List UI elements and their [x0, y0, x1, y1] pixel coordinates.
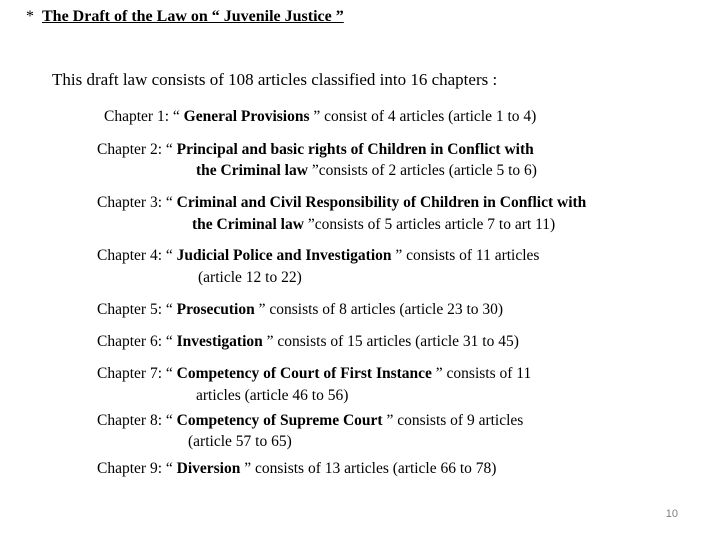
chapter-3: Chapter 3: “ Criminal and Civil Responsibility of Children in Conflict with	[97, 194, 587, 211]
chapter-9: Chapter 9: “ Diversion ” consists of 13 articles (article 66 to 78)	[97, 460, 497, 477]
chapter-8-continuation: (article 57 to 65)	[188, 433, 292, 450]
chapter-3-name: Criminal and Civil Responsibility of Children in Conflict with	[176, 194, 587, 211]
intro-text: This draft law consists of 108 articles classified into 16 chapters :	[52, 70, 498, 89]
slide-title	[26, 8, 344, 26]
chapter-6: Chapter 6: “ Investigation ” consists of 15 articles (article 31 to 45)	[97, 333, 519, 350]
chapter-8: Chapter 8: “ Competency of Supreme Court ” consists of 9 articles	[97, 412, 524, 429]
chapter-1: Chapter 1: “ General Provisions ” consist of 4 articles (article 1 to 4)	[104, 108, 537, 125]
chapter-5-name: Prosecution	[176, 301, 255, 318]
chapter-9-name: Diversion	[176, 460, 241, 477]
chapter-7-name: Competency of Court of First Instance	[176, 365, 432, 382]
chapter-7: Chapter 7: “ Competency of Court of First Instance ” consists of 11	[97, 365, 532, 382]
chapter-2-name: Principal and basic rights of Children in Conflict with	[176, 141, 534, 158]
chapter-4-name: Judicial Police and Investigation	[176, 247, 392, 264]
title-text: The Draft of the Law on “ Juvenile Justice ”	[42, 8, 344, 25]
chapter-8-name: Competency of Supreme Court	[176, 412, 383, 429]
chapter-2-continuation: the Criminal law ”consists of 2 articles (article 5 to 6)	[196, 162, 537, 179]
chapter-4-continuation: (article 12 to 22)	[198, 269, 302, 286]
chapter-5: Chapter 5: “ Prosecution ” consists of 8 articles (article 23 to 30)	[97, 301, 504, 318]
chapter-1-name: General Provisions	[183, 108, 310, 125]
chapter-6-name: Investigation	[176, 333, 263, 350]
page-number: 10	[665, 508, 678, 520]
chapter-2: Chapter 2: “ Principal and basic rights of Children in Conflict with	[97, 141, 534, 158]
chapter-4: Chapter 4: “ Judicial Police and Investigation ” consists of 11 articles	[97, 247, 540, 264]
chapter-7-continuation: articles (article 46 to 56)	[196, 387, 349, 404]
chapter-3-continuation: the Criminal law ”consists of 5 articles article 7 to art 11)	[192, 216, 556, 233]
title-bullet: *	[26, 8, 34, 25]
